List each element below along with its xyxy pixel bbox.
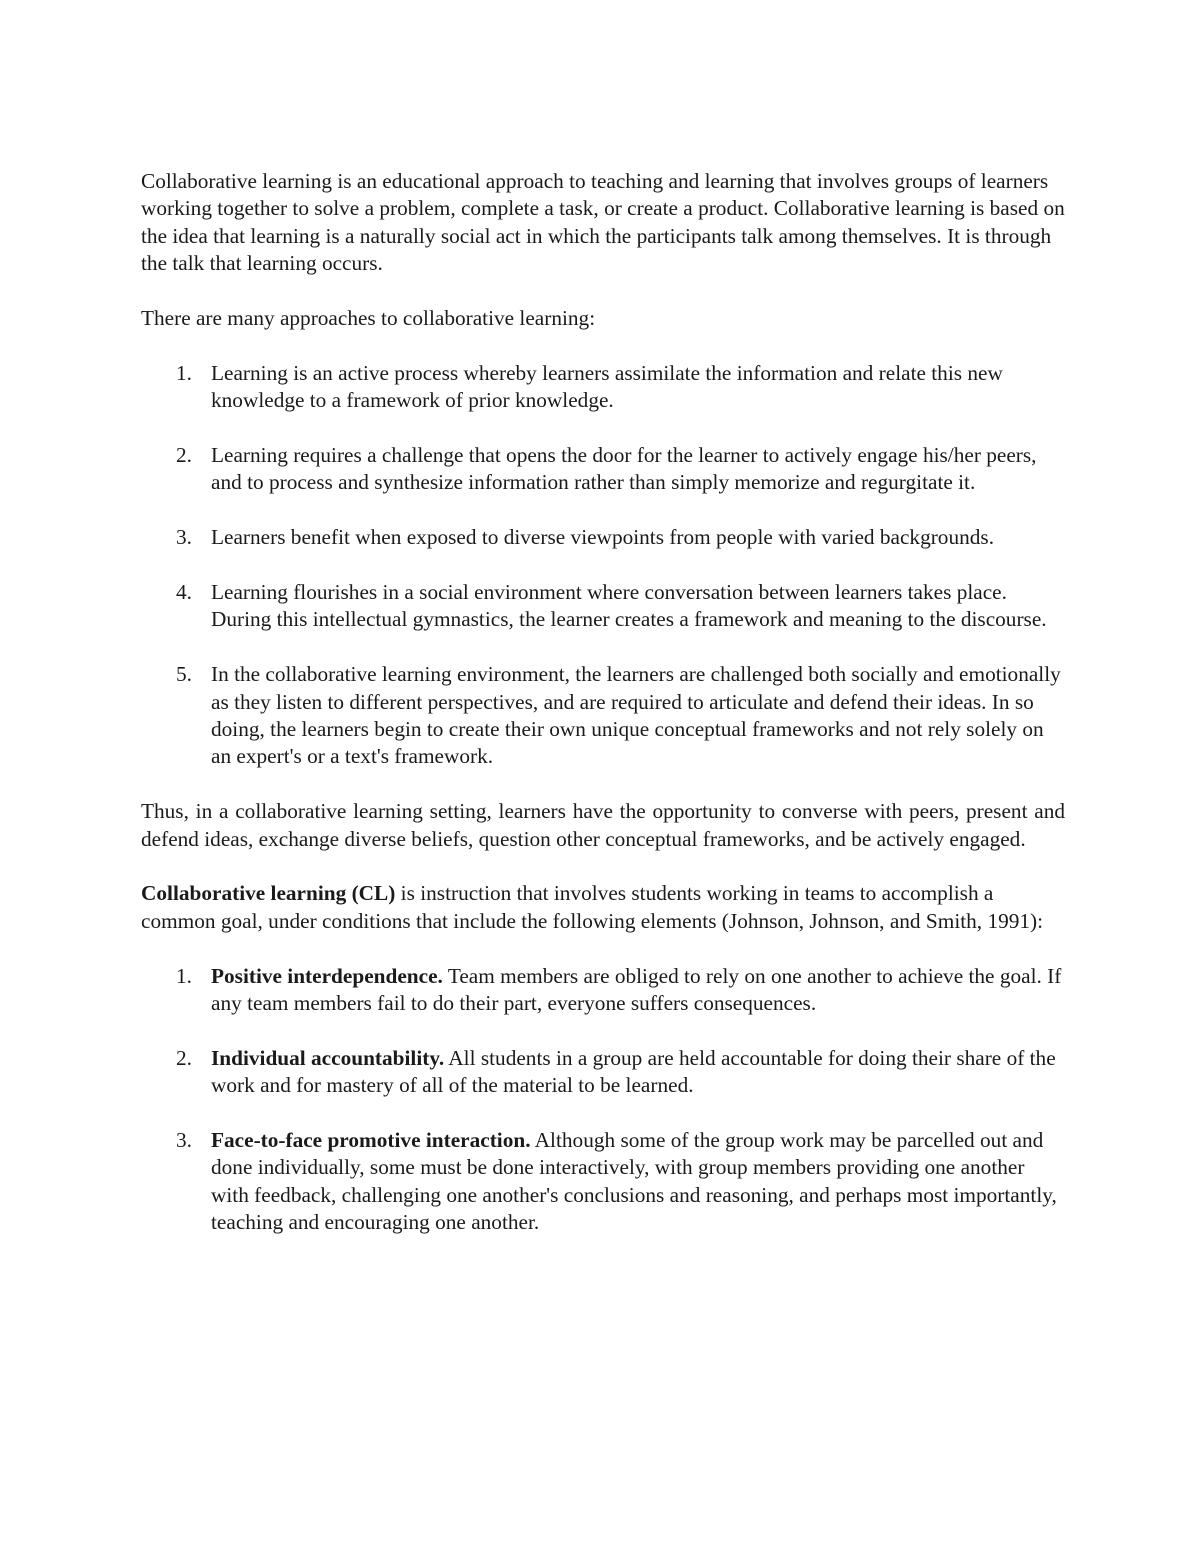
element-text: All students in a group are held accountable for doing their share of the work and for mastery of all of the material to be learned. <box>211 1045 1056 1098</box>
cl-term: Collaborative learning (CL) <box>141 881 396 906</box>
element-text: Team members are obliged to rely on one another to achieve the goal. If any team members fail to do their part, everyone suffers consequences. <box>211 963 1062 1016</box>
list-number: 1. <box>176 963 192 988</box>
list-item-text: In the collaborative learning environment, the learners are challenged both socially and emotionally as they listen to different perspectives, and are required to articulate and defend their ideas. In so doing, the learners begin to create their own unique conceptual frameworks and not rely solely on an expert's or a text's framework. <box>211 662 1061 769</box>
element-term: Positive interdependence. <box>211 963 443 988</box>
list-number: 3. <box>176 525 192 550</box>
list-item <box>141 1127 1065 1237</box>
list-item <box>141 442 1065 497</box>
summary-paragraph: Thus, in a collaborative learning setting, learners have the opportunity to converse with peers, present and defend ideas, exchange diverse beliefs, question other conceptual frameworks, and be actively engaged. <box>141 799 1065 851</box>
list-item <box>141 360 1065 415</box>
list-item <box>141 1045 1065 1100</box>
list-number: 3. <box>176 1128 192 1153</box>
elements-list <box>141 963 1065 1237</box>
list-item <box>141 963 1065 1018</box>
list-item <box>141 524 1065 551</box>
list-number: 2. <box>176 1045 192 1070</box>
cl-definition-text: is instruction that involves students working in teams to accomplish a common goal, under conditions that include the following elements (Johnson, Johnson, and Smith, 1991): <box>141 881 1044 933</box>
approaches-list <box>141 360 1065 771</box>
approaches-lead-in: There are many approaches to collaborative learning: <box>141 306 596 331</box>
list-item <box>141 579 1065 634</box>
list-number: 1. <box>176 360 192 385</box>
intro-paragraph: Collaborative learning is an educational approach to teaching and learning that involves groups of learners working together to solve a problem, complete a task, or create a product. Collaborative learning is based on the idea that learning is a naturally social act in which the participants talk among themselves. It is through the talk that learning occurs. <box>141 169 1065 276</box>
list-number: 5. <box>176 662 192 687</box>
list-item-text: Learning is an active process whereby learners assimilate the information and relate this new knowledge to a framework of prior knowledge. <box>211 360 1003 413</box>
list-item-text: Learners benefit when exposed to diverse viewpoints from people with varied backgrounds. <box>211 525 995 550</box>
list-item-text: Learning requires a challenge that opens the door for the learner to actively engage his/her peers, and to process and synthesize information rather than simply memorize and regurgitate it. <box>211 443 1037 495</box>
element-term: Individual accountability. <box>211 1045 445 1070</box>
list-number: 2. <box>176 443 192 468</box>
list-number: 4. <box>176 580 192 605</box>
list-item-text: Learning flourishes in a social environment where conversation between learners takes place. During this intellectual gymnastics, the learner creates a framework and meaning to the discourse. <box>211 580 1047 632</box>
element-text: Although some of the group work may be parcelled out and done individually, some must be done interactively, with group members providing one another with feedback, challenging one another's conclusions and reasoning, and perhaps most importantly, teaching and encouraging one another. <box>211 1128 1057 1235</box>
list-item <box>141 661 1065 771</box>
element-term: Face-to-face promotive interaction. <box>211 1128 531 1153</box>
document-page <box>141 168 1065 1264</box>
cl-definition-paragraph <box>141 880 1065 935</box>
